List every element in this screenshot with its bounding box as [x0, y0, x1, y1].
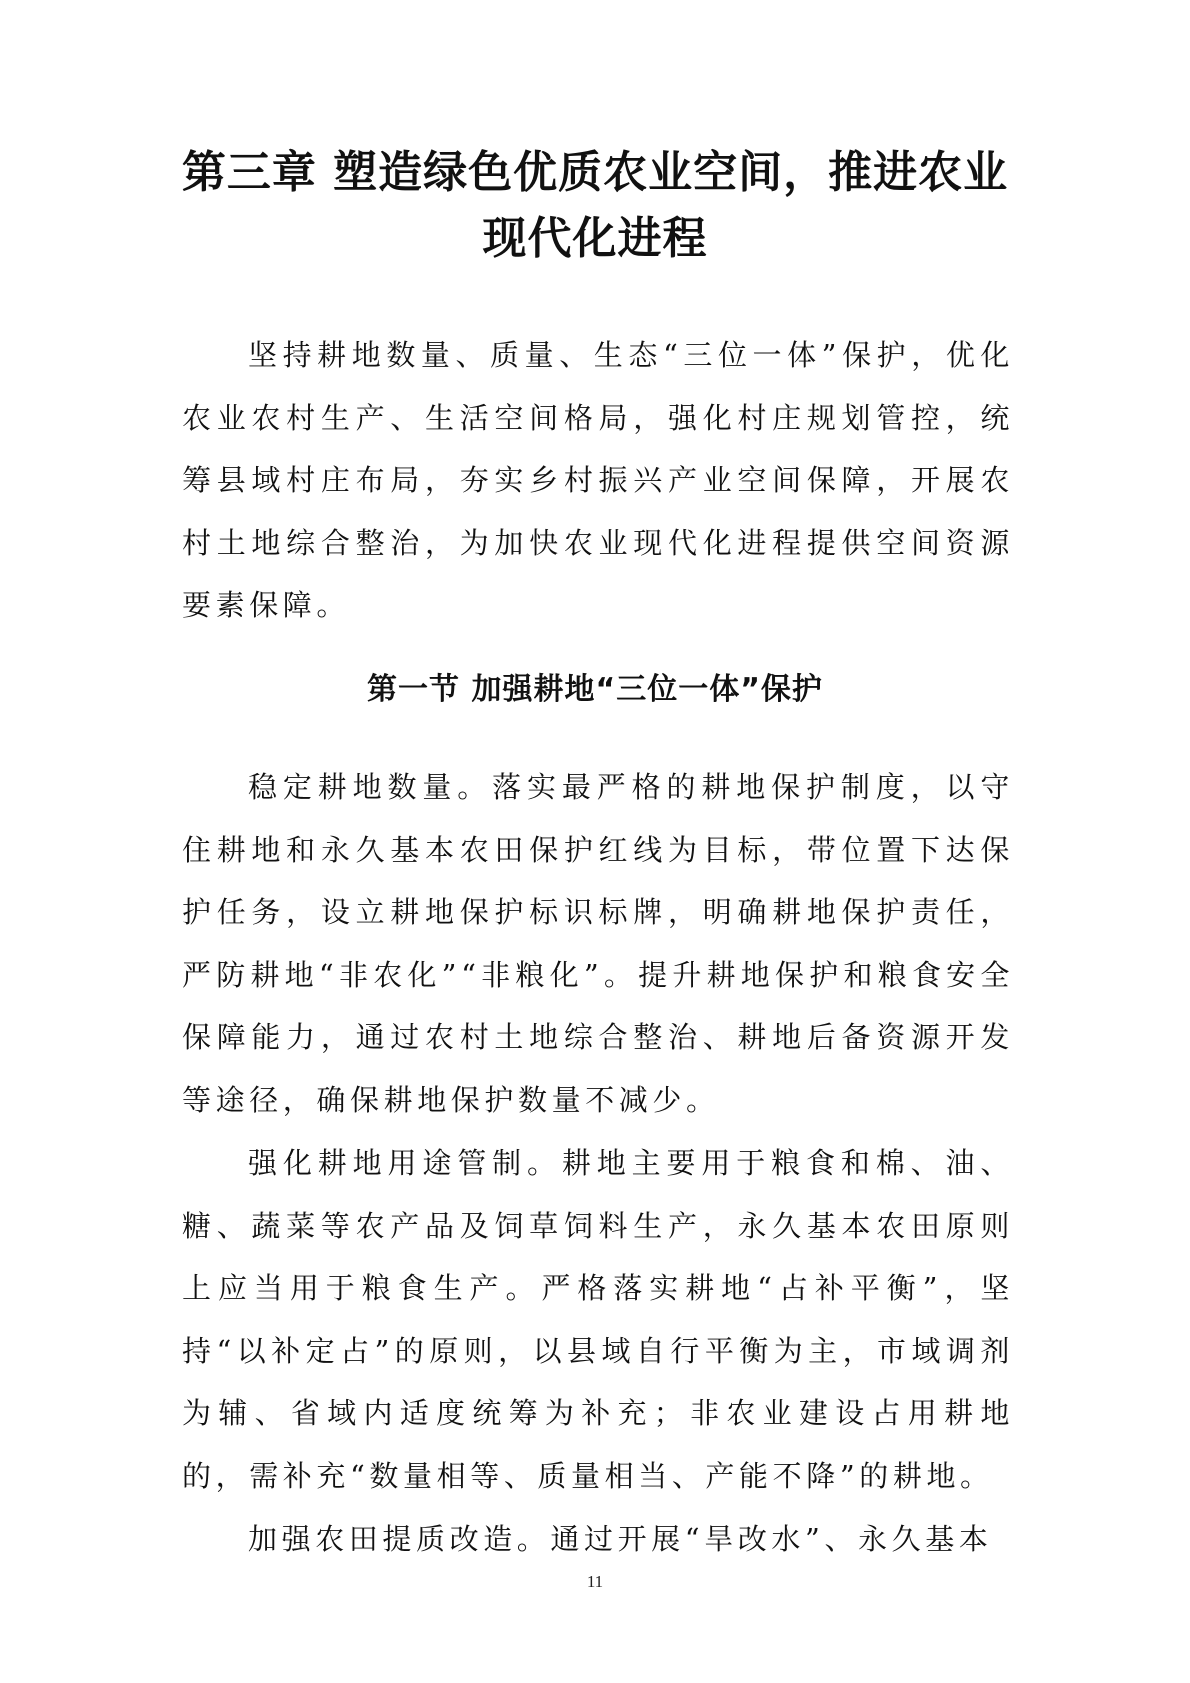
chapter-title-line-2: 现代化进程: [482, 213, 708, 264]
chapter-title: [170, 140, 1020, 272]
paragraph-lead: 稳定耕地数量。: [248, 770, 493, 804]
paragraph-body: 耕地主要用于粮食和棉、油、糖、蔬菜等农产品及饲草饲料生产，永久基本农田原则上应当用于粮食生产。严格落实耕地“占补平衡”，坚持“以补定占”的原则，以县域自行平衡为主，市域调剂为辅、省域内适度统筹为补充；非农业建设占用耕地的，需补充“数量相等、质量相当、产能不降”的耕地。: [182, 1146, 1014, 1493]
paragraph-farmland-upgrade: [182, 1508, 1014, 1571]
page-number: 11: [586, 1572, 604, 1591]
paragraph-body: 落实最严格的耕地保护制度，以守住耕地和永久基本农田保护红线为目标，带位置下达保护任务，设立耕地保护标识标牌，明确耕地保护责任，严防耕地“非农化”“非粮化”。提升耕地保护和粮食安全保障能力，通过农村土地综合整治、耕地后备资源开发等途径，确保耕地保护数量不减少。: [182, 770, 1014, 1117]
paragraph-lead: 强化耕地用途管制。: [248, 1146, 562, 1180]
chapter-intro-paragraph: 坚持耕地数量、质量、生态“三位一体”保护，优化农业农村生产、生活空间格局，强化村庄规划管控，统筹县域村庄布局，夯实乡村振兴产业空间保障，开展农村土地综合整治，为加快农业现代化进程提供空间资源要素保障。: [182, 338, 1014, 623]
paragraph-body: 通过开展“旱改水”、永久基本: [550, 1522, 993, 1556]
section-title: 第一节 加强耕地“三位一体”保护: [367, 672, 823, 707]
chapter-title-line-1: 第三章 塑造绿色优质农业空间，推进农业: [181, 147, 1009, 198]
paragraph-stabilize-farmland: [182, 756, 1014, 1132]
paragraph-land-use-control: [182, 1132, 1014, 1508]
paragraph-lead: 加强农田提质改造。: [248, 1522, 551, 1556]
